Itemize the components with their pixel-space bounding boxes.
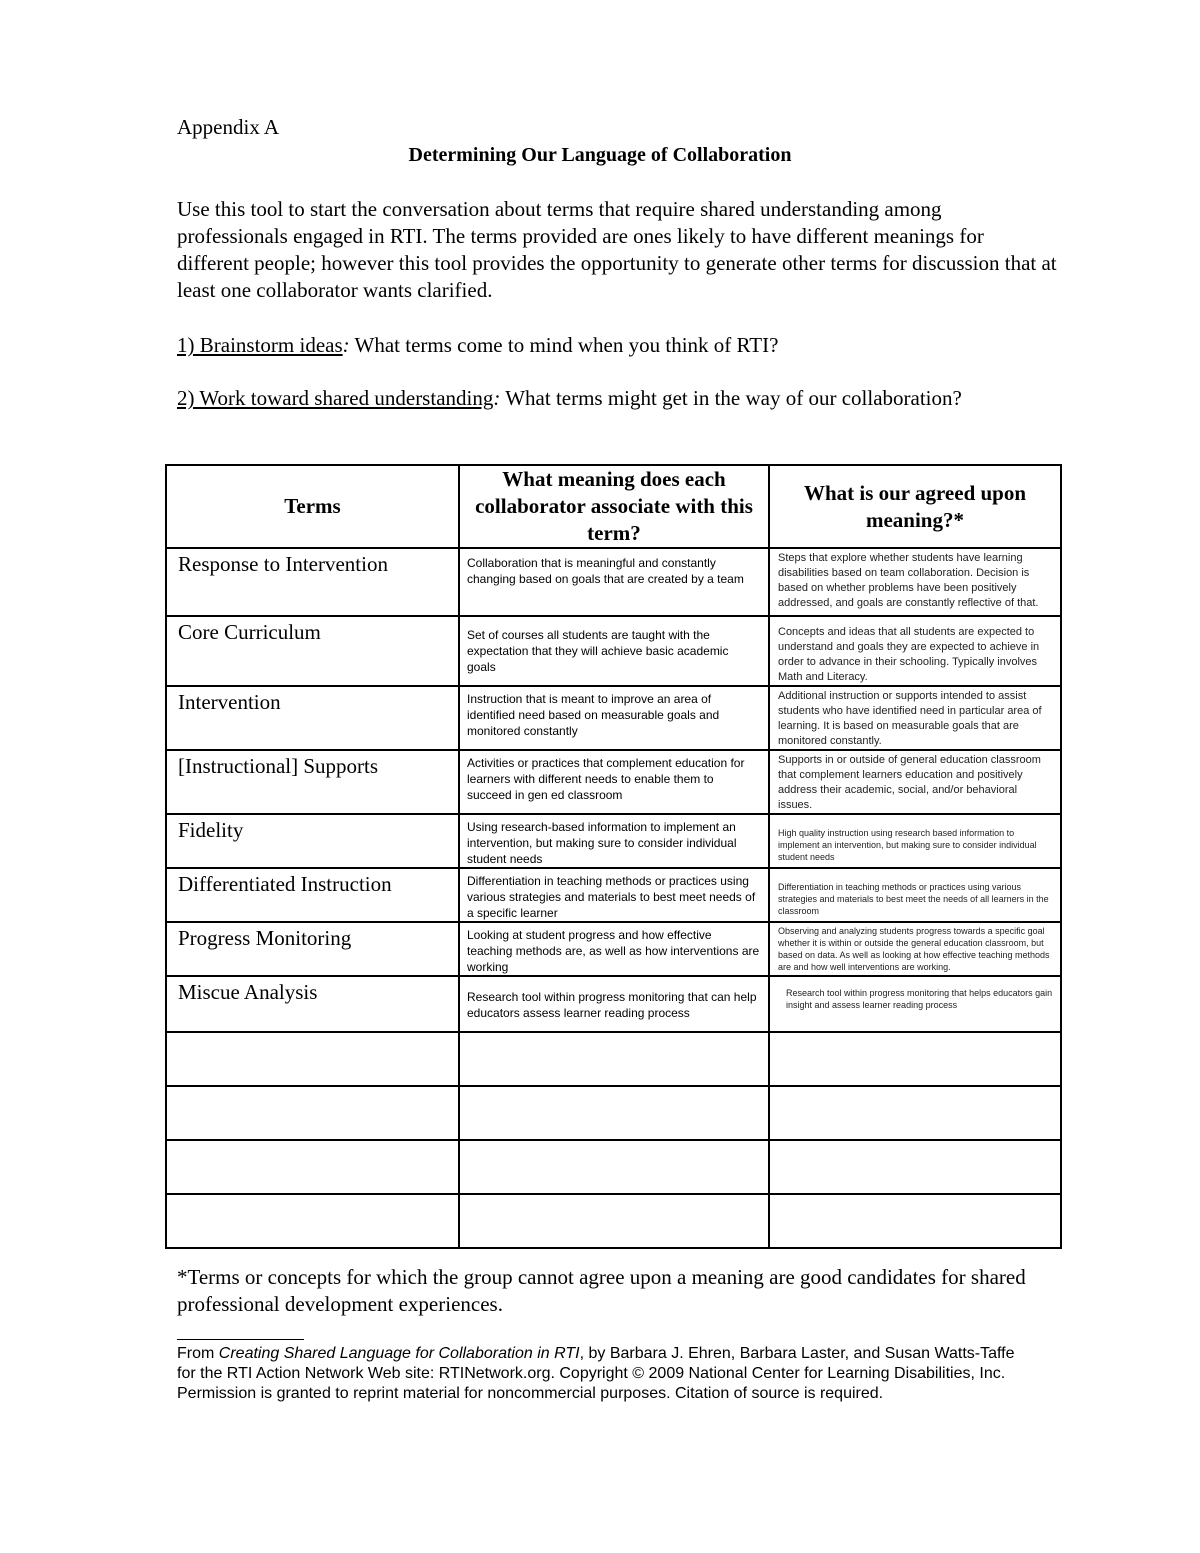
empty-meaning-cell: [459, 1194, 769, 1248]
source-details: , by Barbara J. Ehren, Barbara Laster, and Susan Watts-Taffe for the RTI Action Network Web site: RTINetwork.org. Copyright © 2009 National Center for Learning Disabilities, Inc. Permission is granted to reprint material for noncommercial purposes. Citation of source is required.: [177, 1345, 1015, 1402]
agreed-text: Observing and analyzing students progress towards a specific goal whether it is within or outside the general education classroom, but based on data. As well as looking at how effective teaching methods are and how well interventions are working.: [778, 926, 1050, 972]
agreed-text: High quality instruction using research based information to implement an intervention, but making sure to consider individual student needs: [778, 828, 1037, 862]
terms-table: [165, 464, 1062, 1249]
term-text: Fidelity: [178, 818, 244, 842]
table-row: [166, 750, 1061, 814]
agreed-text: Research tool within progress monitoring that helps educators gain insight and assess learner reading process: [786, 988, 1053, 1010]
agreed-text: Additional instruction or supports intended to assist students who have identified need in particular area of learning. It is based on measurable goals that are monitored constantly.: [778, 690, 1042, 747]
term-cell: [166, 750, 459, 814]
meaning-cell: [459, 868, 769, 922]
prompt-shared-understanding-colon: :: [493, 386, 501, 410]
table-row: [166, 976, 1061, 1032]
table-row: [166, 548, 1061, 616]
footnote: *Terms or concepts for which the group cannot agree upon a meaning are good candidates for shared professional development experiences.: [177, 1265, 1026, 1316]
meaning-text: Collaboration that is meaningful and constantly changing based on goals that are created by a team: [467, 556, 744, 586]
term-cell: [166, 686, 459, 750]
term-text: Core Curriculum: [178, 620, 321, 644]
empty-term-cell: [166, 1194, 459, 1248]
prompt-shared-understanding-label: 2) Work toward shared understanding: [177, 386, 494, 410]
meaning-cell: [459, 976, 769, 1032]
footnote-divider: [177, 1339, 304, 1340]
table-row: [166, 616, 1061, 686]
table-row-empty: [166, 1140, 1061, 1194]
empty-agreed-cell: [769, 1194, 1061, 1248]
table-header-row: [166, 465, 1061, 548]
term-cell: [166, 922, 459, 976]
table-row-empty: [166, 1032, 1061, 1086]
agreed-cell: [769, 814, 1061, 868]
meaning-cell: [459, 686, 769, 750]
term-cell: [166, 976, 459, 1032]
meaning-text: Research tool within progress monitoring that can help educators assess learner reading process: [467, 990, 757, 1020]
meaning-cell: [459, 922, 769, 976]
table-row-empty: [166, 1086, 1061, 1140]
table-row: [166, 814, 1061, 868]
agreed-cell: [769, 976, 1061, 1032]
page-title: Determining Our Language of Collaboration: [408, 144, 792, 166]
prompt-brainstorm-text: What terms come to mind when you think of RTI?: [349, 333, 779, 357]
meaning-text: Activities or practices that complement education for learners with different needs to enable them to succeed in gen ed classroom: [467, 756, 745, 802]
agreed-cell: [769, 868, 1061, 922]
term-text: [Instructional] Supports: [178, 754, 379, 778]
appendix-label: Appendix A: [177, 115, 280, 139]
agreed-cell: [769, 616, 1061, 686]
prompt-shared-understanding-text: What terms might get in the way of our collaboration?: [500, 386, 962, 410]
meaning-text: Set of courses all students are taught with the expectation that they will achieve basic academic goals: [467, 628, 729, 674]
meaning-text: Differentiation in teaching methods or practices using various strategies and materials to best meet needs of a specific learner: [467, 874, 756, 920]
table-row: [166, 922, 1061, 976]
agreed-text: Supports in or outside of general education classroom that complement learners education and positively address their academic, social, and/or behavioral issues.: [778, 754, 1041, 811]
meaning-text: Using research-based information to implement an intervention, but making sure to consider individual student needs: [467, 820, 737, 866]
empty-term-cell: [166, 1032, 459, 1086]
source-work-title: Creating Shared Language for Collaboration in RTI: [218, 1345, 580, 1362]
term-cell: [166, 548, 459, 616]
empty-agreed-cell: [769, 1032, 1061, 1086]
term-text: Response to Intervention: [178, 552, 388, 576]
meaning-cell: [459, 616, 769, 686]
agreed-cell: [769, 686, 1061, 750]
table-row-empty: [166, 1194, 1061, 1248]
table-row: [166, 868, 1061, 922]
empty-agreed-cell: [769, 1140, 1061, 1194]
meaning-cell: [459, 814, 769, 868]
meaning-cell: [459, 548, 769, 616]
empty-meaning-cell: [459, 1140, 769, 1194]
meaning-cell: [459, 750, 769, 814]
agreed-text: Differentiation in teaching methods or practices using various strategies and materials to best meet the needs of all learners in the classroom: [778, 882, 1049, 916]
source-from: From: [177, 1345, 219, 1362]
agreed-cell: [769, 750, 1061, 814]
agreed-text: Concepts and ideas that all students are expected to understand and goals they are expected to achieve in order to advance in their schooling. Typically involves Math and Literacy.: [778, 626, 1040, 683]
empty-term-cell: [166, 1086, 459, 1140]
prompt-brainstorm-label: 1) Brainstorm ideas: [177, 333, 343, 357]
prompt-shared-understanding: [177, 385, 977, 412]
term-text: Progress Monitoring: [178, 926, 352, 950]
source-citation: [177, 1344, 1037, 1404]
empty-meaning-cell: [459, 1032, 769, 1086]
empty-agreed-cell: [769, 1086, 1061, 1140]
table-row: [166, 686, 1061, 750]
header-agreed-meaning: What is our agreed upon meaning?*: [769, 465, 1061, 548]
agreed-text: Steps that explore whether students have learning disabilities based on team collaboration. Decision is based on whether problems have been positively addressed, and goals are constantly reflective of that.: [778, 552, 1039, 609]
meaning-text: Instruction that is meant to improve an area of identified need based on measurable goals and monitored constantly: [467, 692, 720, 738]
term-cell: [166, 616, 459, 686]
term-text: Miscue Analysis: [178, 980, 318, 1004]
term-cell: [166, 868, 459, 922]
agreed-cell: [769, 922, 1061, 976]
header-collaborator-meaning: What meaning does each collaborator associate with this term?: [459, 465, 769, 548]
prompt-brainstorm-colon: :: [342, 333, 350, 357]
term-text: Intervention: [178, 690, 281, 714]
meaning-text: Looking at student progress and how effective teaching methods are, as well as how interventions are working: [467, 928, 760, 974]
intro-paragraph: Use this tool to start the conversation about terms that require shared understanding among professionals engaged in RTI. The terms provided are ones likely to have different meanings for different people; however this tool provides the opportunity to generate other terms for discussion that at least one collaborator wants clarified.: [177, 197, 1057, 302]
term-cell: [166, 814, 459, 868]
agreed-cell: [769, 548, 1061, 616]
term-text: Differentiated Instruction: [178, 872, 392, 896]
prompt-brainstorm: [177, 332, 1057, 359]
empty-meaning-cell: [459, 1086, 769, 1140]
empty-term-cell: [166, 1140, 459, 1194]
header-terms: Terms: [166, 465, 459, 548]
